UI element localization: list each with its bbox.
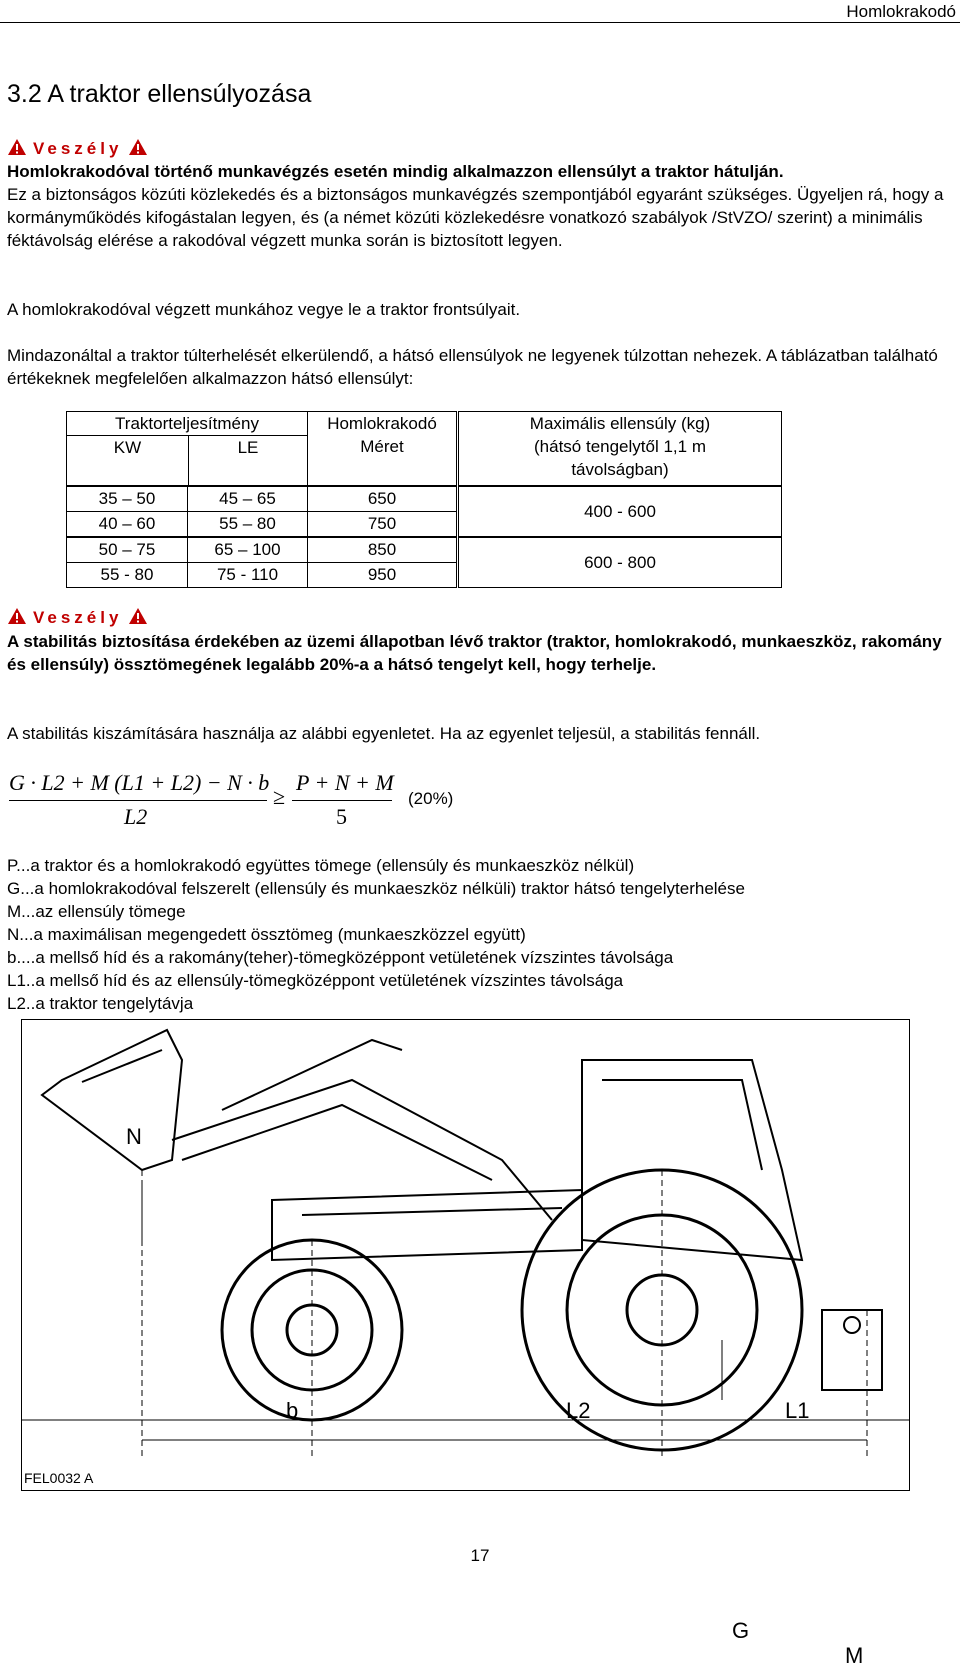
header-max-line1: Maximális ellensúly (kg) (529, 414, 711, 433)
header-kw: KW (67, 436, 189, 485)
paragraph-rear-weights: Mindazonáltal a traktor túlterhelését elkerülendő, a hátsó ellensúlyok ne legyenek túlzottan nehezek. A táblázatban található értékeknek megfelelően alkalmazzon hátsó ellensúlyt: (7, 346, 938, 388)
table-cell-max: 400 - 600 (458, 486, 782, 537)
table-cell: 55 - 80 (67, 563, 188, 588)
warning-heading (7, 138, 148, 159)
table-cell: 850 (308, 537, 458, 563)
table-cell: 65 – 100 (188, 537, 308, 563)
tractor-loader-drawing (22, 1020, 909, 1490)
legend-item: b....a mellső híd és a rakomány(teher)-tömegközéppont vetületének vízszintes távolsága (7, 948, 674, 967)
formula-denominator: L2 (124, 804, 148, 829)
variable-legend (7, 854, 745, 1015)
label-g: G (732, 1618, 750, 1643)
table-cell: 55 – 80 (188, 512, 308, 538)
table-cell: 50 – 75 (67, 537, 188, 563)
header-max (458, 412, 782, 487)
warning-label: Veszély (33, 608, 123, 627)
fraction-line (9, 800, 267, 801)
label-l2: L2 (566, 1398, 591, 1423)
header-power (67, 412, 308, 487)
table-cell: 45 – 65 (188, 486, 308, 512)
label-b: b (286, 1398, 299, 1423)
formula-numerator: G · L2 + M (L1 + L2) − N · b (9, 770, 270, 795)
paragraph-stability: A stabilitás kiszámítására használja az alábbi egyenletet. Ha az egyenlet teljesül, a stabilitás fennáll. (7, 724, 761, 743)
warning1-text: Ez a biztonságos közúti közlekedés és a biztonságos munkavégzés szempontjából egyaránt szükséges. Ügyeljen rá, hogy a kormányműködés kifogástalan legyen, és (a német közúti közlekedésre vonatkozó szabályok /StVZO/ szerint) a minimális féktávolság elérése a rakodóval végzett munka során is biztosított legyen. (7, 185, 944, 250)
legend-item: L2..a traktor tengelytávja (7, 994, 194, 1013)
table-cell: 950 (308, 563, 458, 588)
warning-label: Veszély (33, 139, 123, 158)
table-cell: 650 (308, 486, 458, 512)
label-l1: L1 (785, 1398, 810, 1423)
paragraph-front-weights: A homlokrakodóval végzett munkához vegye le a traktor frontsúlyait. (7, 300, 521, 319)
section-title: 3.2 A traktor ellensúlyozása (7, 80, 312, 108)
warning-triangle-icon (7, 607, 27, 625)
geq-sign: ≥ (273, 784, 286, 809)
formula-note: (20%) (408, 789, 454, 808)
warning-triangle-icon (128, 138, 148, 156)
warning1-bold: Homlokrakodóval történő munkavégzés esetén mindig alkalmazzon ellensúlyt a traktor hátulján. (7, 162, 784, 181)
legend-item: P...a traktor és a homlokrakodó együttes tömege (ellensúly és munkaeszköz nélkül) (7, 856, 635, 875)
fraction-line (292, 800, 392, 801)
legend-item: L1..a mellső híd és az ellensúly-tömegközéppont vetületének vízszintes távolsága (7, 971, 624, 990)
legend-item: G...a homlokrakodóval felszerelt (ellensúly és munkaeszköz nélküli) traktor hátsó tengelyterhelése (7, 879, 745, 898)
warning2-text: A stabilitás biztosítása érdekében az üzemi állapotban lévő traktor (traktor, homlokrakodó, munkaeszköz, rakomány és ellensúly) össztömegének legalább 20%-a a hátsó tengelyt kell, hogy terhelje. (7, 632, 942, 674)
header-max-line3: távolságban) (571, 460, 669, 479)
warning-triangle-icon (7, 138, 27, 156)
header-loader-label: Homlokrakodó (327, 414, 437, 433)
counterweight-table (66, 411, 782, 588)
table-cell-max: 600 - 800 (458, 537, 782, 588)
running-title: Homlokrakodó (846, 2, 956, 21)
legend-item: M...az ellensúly tömege (7, 902, 186, 921)
page-header (0, 0, 960, 23)
header-le: LE (237, 438, 259, 457)
table-cell: 40 – 60 (67, 512, 188, 538)
table-cell: 750 (308, 512, 458, 538)
legend-item: N...a maximálisan megengedett össztömeg (munkaeszközzel együtt) (7, 925, 526, 944)
label-n: N (126, 1124, 142, 1149)
header-power-label: Traktorteljesítmény (67, 412, 307, 436)
header-size-label: Méret (360, 437, 404, 456)
header-loader (308, 412, 458, 487)
figure-code: FEL0032 A (24, 1470, 94, 1486)
formula-rhs-numerator: P + N + M (296, 770, 394, 795)
table-cell: 75 - 110 (188, 563, 308, 588)
table-cell: 35 – 50 (67, 486, 188, 512)
header-max-line2: (hátsó tengelytől 1,1 m (534, 437, 706, 456)
formula-rhs-denominator: 5 (336, 804, 347, 829)
label-m: M (845, 1643, 864, 1668)
warning-triangle-icon (128, 607, 148, 625)
warning-heading-2 (7, 607, 148, 628)
page-number: 17 (470, 1546, 490, 1565)
